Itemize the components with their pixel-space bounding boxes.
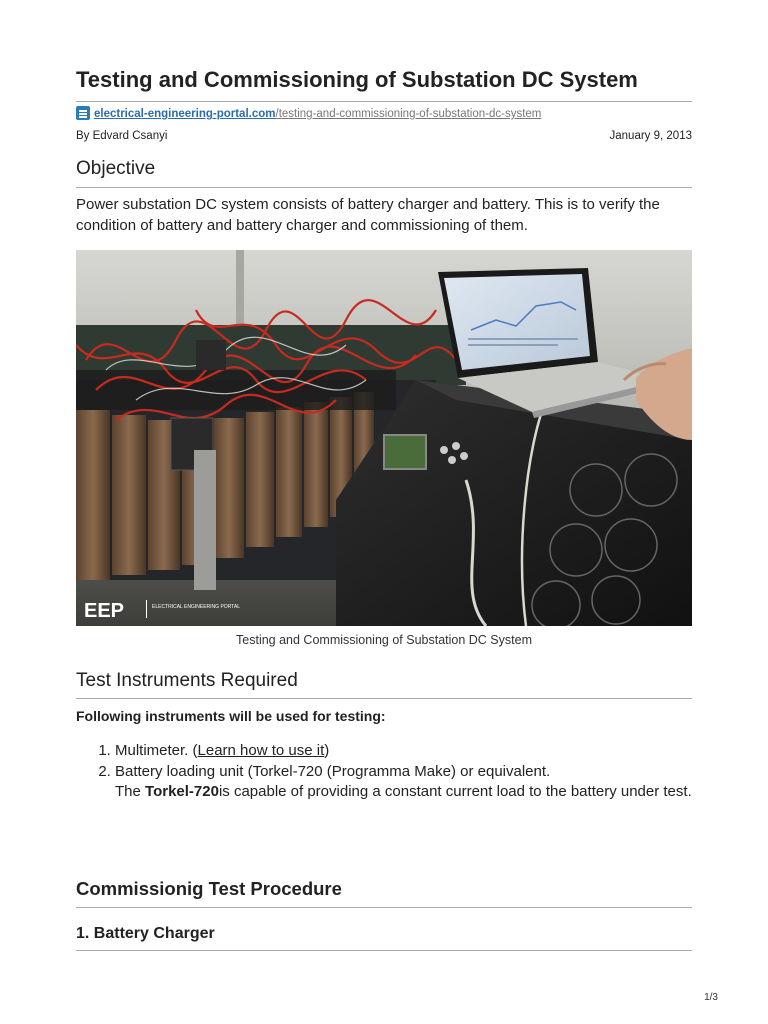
title-rule	[76, 101, 692, 102]
procedure-heading: Commissionig Test Procedure	[76, 878, 342, 899]
objective-text: Power substation DC system consists of battery charger and battery. This is to verify the condition of battery and battery charger and commissioning of them.	[76, 196, 660, 234]
objective-heading: Objective	[76, 158, 156, 179]
eep-logo-subtitle: ELECTRICAL ENGINEERING PORTAL	[152, 604, 240, 610]
publish-date: January 9, 2013	[609, 130, 692, 142]
list-item: 2. Battery loading unit (Torkel-720 (Programma Make) or equivalent. The Torkel-720is capable of providing a constant current load to the battery under test.	[115, 762, 695, 803]
source-link[interactable]	[76, 106, 541, 120]
battery-charger-heading: 1. Battery Charger	[76, 925, 215, 942]
instruments-rule	[76, 698, 692, 699]
eep-logo-text: EEP	[84, 600, 125, 622]
objective-rule	[76, 187, 692, 188]
author-byline: By Edvard Csanyi	[76, 130, 168, 142]
procedure-rule	[76, 907, 692, 908]
instrument-list	[76, 741, 695, 803]
torkel-name: Torkel-720	[145, 783, 219, 800]
instruments-heading: Test Instruments Required	[76, 670, 298, 691]
learn-how-link[interactable]: Learn how to use it	[197, 742, 325, 759]
source-domain[interactable]: electrical-engineering-portal.com	[94, 108, 276, 120]
page-title: Testing and Commissioning of Substation DC System	[76, 67, 638, 92]
charger-rule	[76, 950, 692, 951]
document-icon	[76, 106, 90, 120]
source-path[interactable]: /testing-and-commissioning-of-substation-dc-system	[275, 108, 542, 120]
figure-caption: Testing and Commissioning of Substation DC System	[236, 633, 532, 647]
figure-photo	[76, 250, 692, 626]
instruments-lead: Following instruments will be used for testing:	[76, 708, 386, 724]
list-item: 1. Multimeter. (Learn how to use it)	[115, 741, 695, 762]
page-number: 1/3	[704, 992, 718, 1003]
battery-test-illustration	[76, 250, 692, 626]
